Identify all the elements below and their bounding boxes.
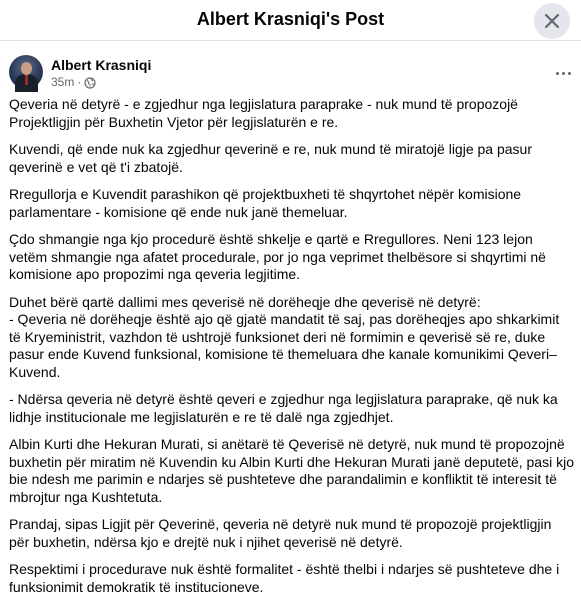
post-header (9, 55, 574, 93)
close-icon (544, 13, 560, 29)
post-paragraph: - Ndërsa qeveria në detyrë është qeveri e zgjedhur nga legjislatura paraprake, që nuk ka lidhje institucionale me legjislaturën e re të dalë nga zgjedhjet. (9, 391, 558, 425)
post-meta (51, 75, 96, 89)
dialog-header (0, 0, 581, 41)
author-name[interactable]: Albert Krasniqi (51, 57, 152, 73)
post-paragraph: Prandaj, sipas Ligjit për Qeverinë, qeveria në detyrë nuk mund të propozojë projektligjin për buxhetin, ndërsa kjo e drejtë nuk i njihet qeverisë në detyrë. (9, 516, 552, 550)
more-options-button[interactable] (550, 59, 578, 87)
post-body (9, 96, 574, 606)
globe-icon[interactable] (84, 77, 96, 89)
post-time[interactable]: 35m (51, 75, 75, 89)
dialog-title: Albert Krasniqi's Post (196, 9, 385, 29)
close-button[interactable] (534, 3, 570, 39)
post-paragraph: - Qeveria në dorëheqje është ajo që gjatë mandatit të saj, pas dorëheqjes apo shkarkimit të Kryeministrit, vazhdon të ushtrojë funksionet deri në formimin e qeverisë së re, duke pasur ende Kuvend funksional, komisione të themeluara dhe kanale komunikimi Qeveri–Kuvend. (9, 311, 560, 380)
post-paragraph: Qeveria në detyrë - e zgjedhur nga legjislatura paraprake - nuk mund të propozojë Projektligjin për Buxhetin Vjetor për legjislaturën e re. (9, 96, 518, 130)
post-paragraph: Duhet bërë qartë dallimi mes qeverisë në dorëheqje dhe qeverisë në detyrë: (9, 293, 481, 310)
meta-separator: · (77, 75, 82, 89)
post-paragraph: Çdo shmangie nga kjo procedurë është shkelje e qartë e Rregullores. Neni 123 lejon vetëm shmangie nga afatet procedurale, por jo nga veprimet thelbësore si shqyrtimi në komisione apo propozimi nga qeveria legjitime. (9, 231, 546, 282)
avatar[interactable] (9, 55, 43, 89)
post-paragraph: Rregullorja e Kuvendit parashikon që projektbuxheti të shqyrtohet nëpër komisione parlamentare - komisione që ende nuk janë themeluar. (9, 186, 522, 220)
post-paragraph: Kuvendi, që ende nuk ka zgjedhur qeverinë e re, nuk mund të miratojë ligje pa pasur qeverinë e vet që t'i zbatojë. (9, 141, 532, 175)
post-paragraph: Albin Kurti dhe Hekuran Murati, si anëtarë të Qeverisë në detyrë, nuk mund të propozojnë buxhetin për miratim në Kuvendin ku Albin Kurti dhe Hekuran Murati janë deputetë, pasi kjo bie ndesh me parimin e ndarjes së pushteteve dhe parandalimin e konfliktit të interesit të mbrojtur nga Kushtetuta. (9, 436, 574, 505)
post-paragraph: Respektimi i procedurave nuk është formalitet - është thelbi i ndarjes së pushteteve dhe i funksionimit demokratik të institucioneve. (9, 561, 560, 595)
